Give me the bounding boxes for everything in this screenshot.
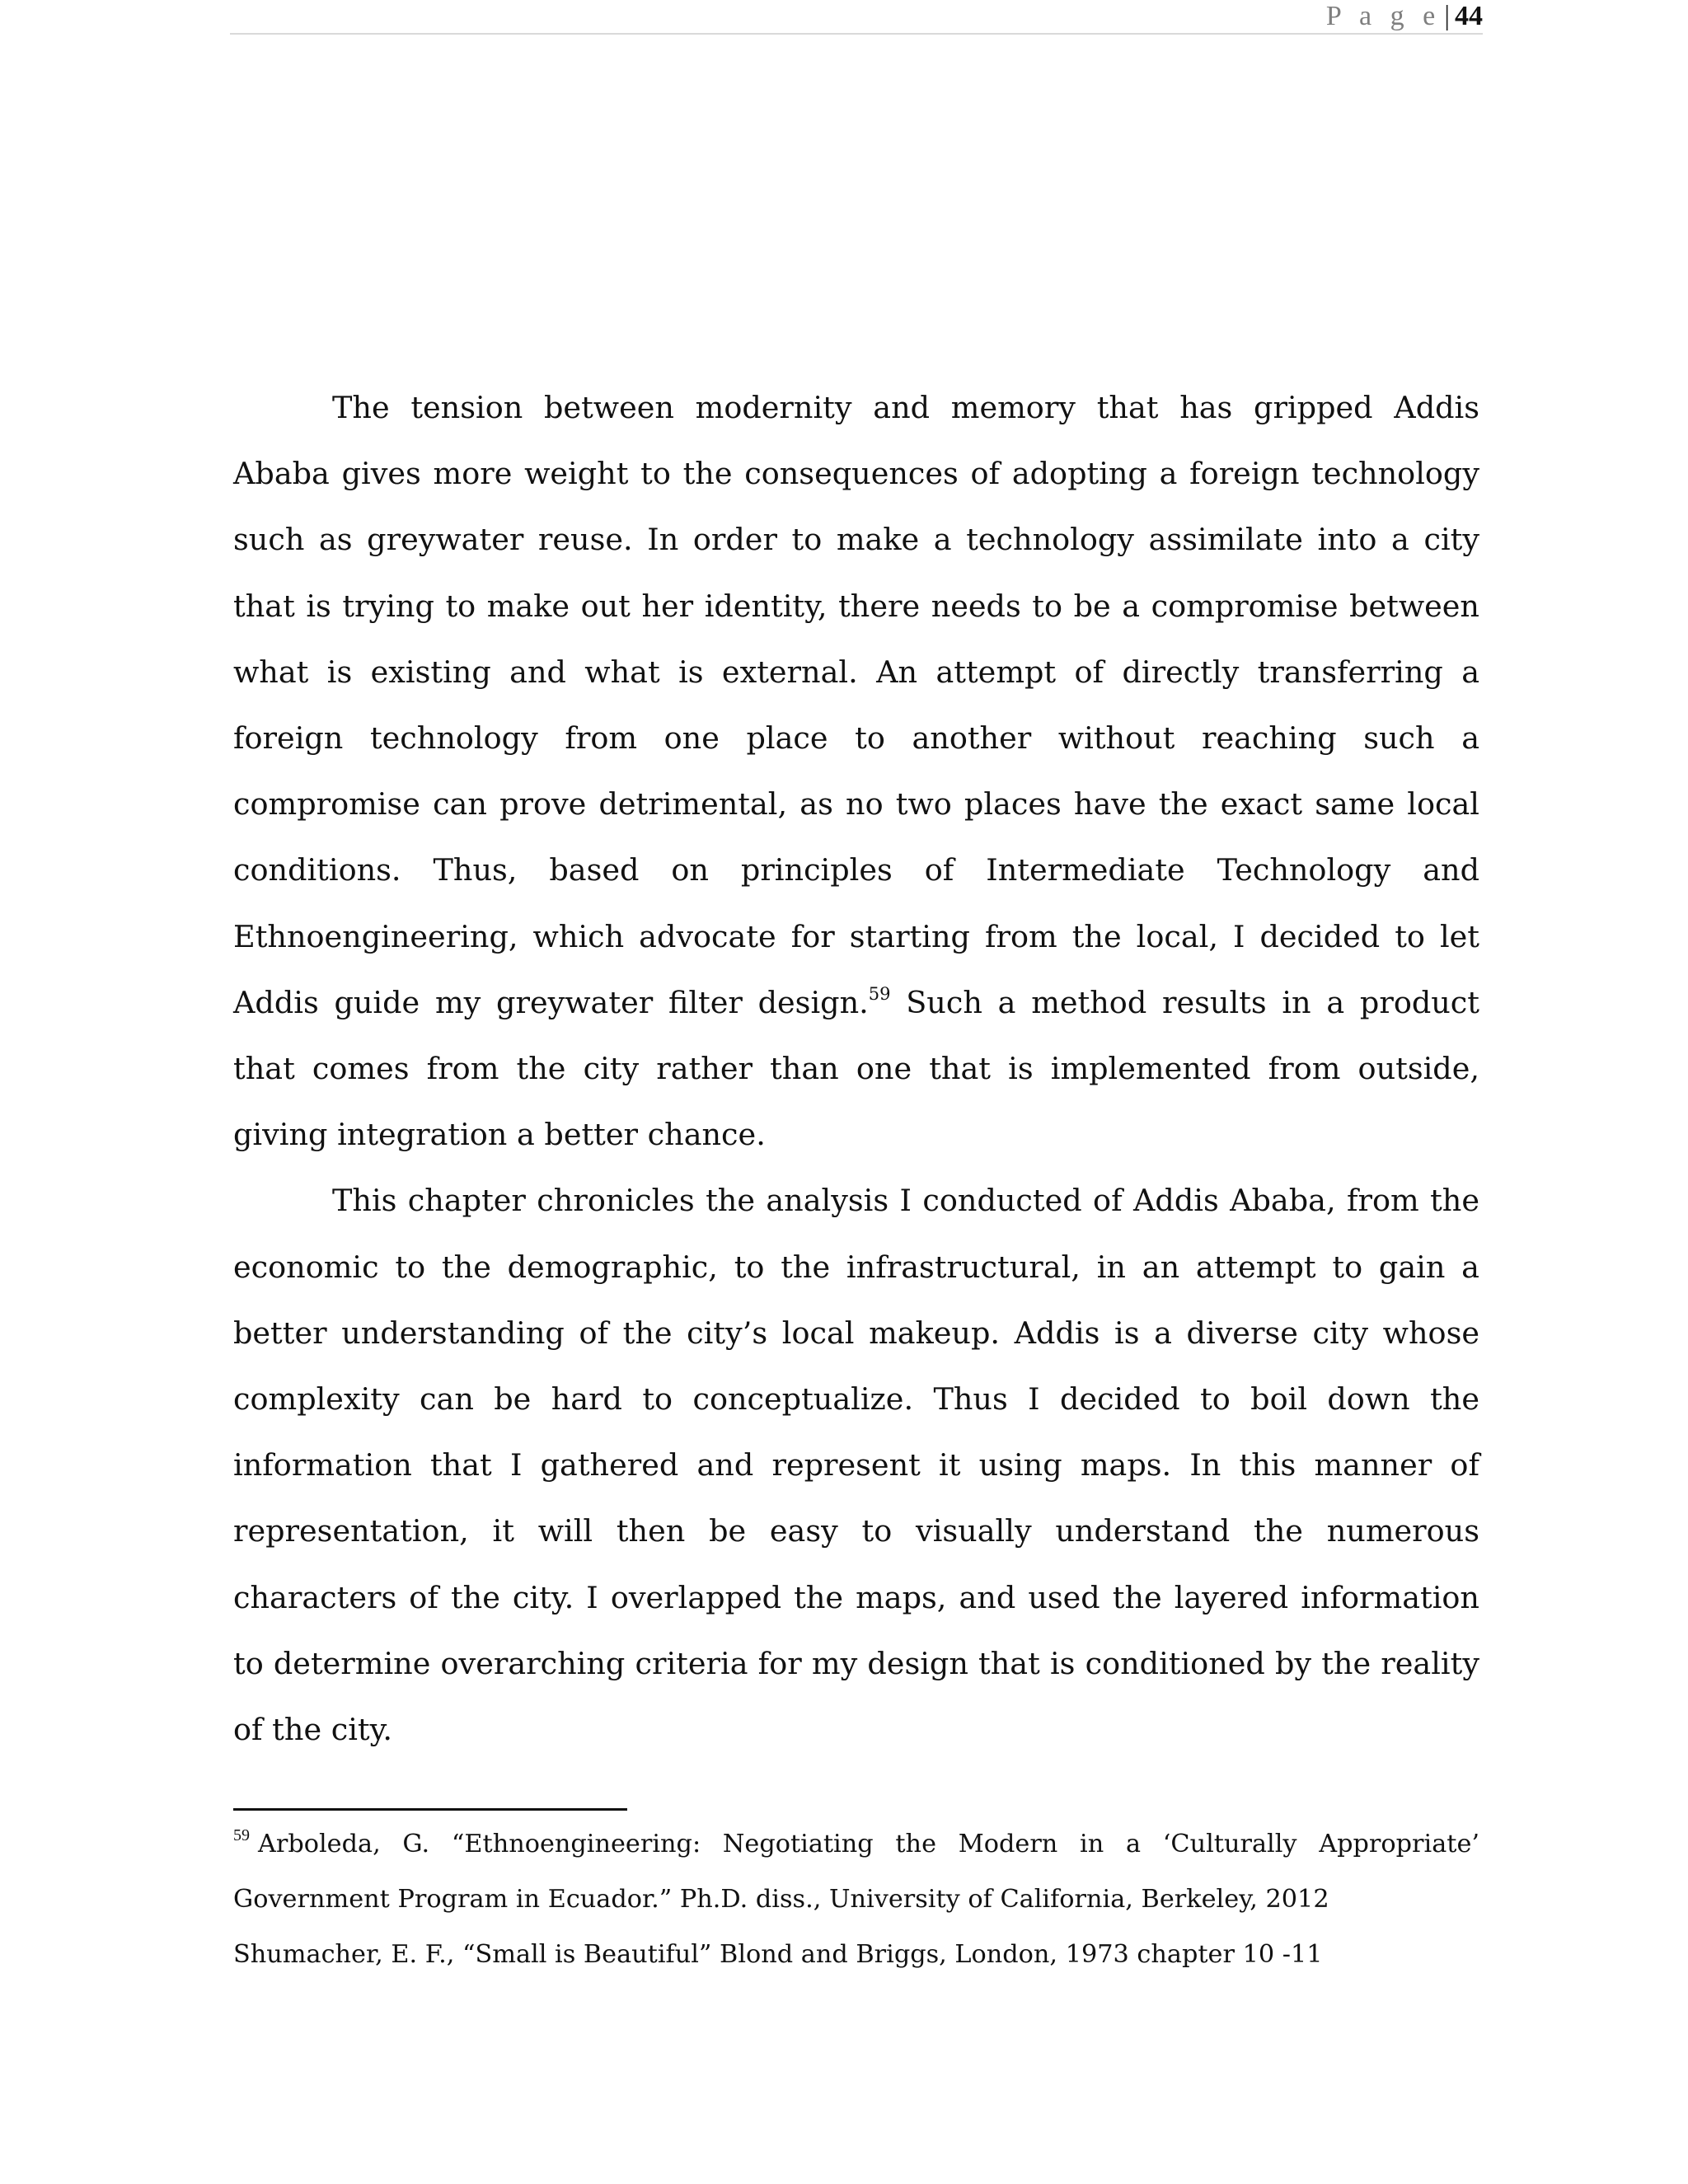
paragraph-1-text-b: Such a method results in a product that comes from the city rather than one that is implemented from outside, giving integration a better chance. <box>233 984 1479 1153</box>
body-text <box>233 375 1479 1763</box>
page-header <box>230 0 1483 35</box>
footnote-separator <box>233 1808 627 1811</box>
page-separator: | <box>1444 1 1450 31</box>
page-word: P a g e <box>1325 1 1442 31</box>
footnotes-section <box>233 1816 1479 1982</box>
footnote-reference[interactable]: 59 <box>868 983 891 1004</box>
paragraph-1 <box>233 375 1479 1168</box>
footnote-59-text: Arboleda, G. “Ethnoengineering: Negotiating the Modern in a ‘Culturally Appropriate’ Government Program in Ecuador.” Ph.D. diss., University of California, Berkeley, 2012 <box>233 1830 1479 1914</box>
page-number-label <box>1326 0 1483 33</box>
footnote-59 <box>233 1816 1479 1927</box>
page-number: 44 <box>1455 1 1483 31</box>
paragraph-2: This chapter chronicles the analysis I conducted of Addis Ababa, from the economic to the demographic, to the infrastructural, in an attempt to gain a better understanding of the city’s local makeup. Addis is a diverse city whose complexity can be hard to conceptualize. Thus I decided to boil down the information that I gathered and represent it using maps. In this manner of representation, it will then be easy to visually understand the numerous characters of the city. I overlapped the maps, and used the layered information to determine overarching criteria for my design that is conditioned by the reality of the city. <box>233 1183 1479 1748</box>
footnote-additional-citation: Shumacher, E. F., “Small is Beautiful” Blond and Briggs, London, 1973 chapter 10 -11 <box>233 1940 1323 1969</box>
paragraph-1-text-a: The tension between modernity and memory that has gripped Addis Ababa gives more weight to the consequences of adopting a foreign technology such as greywater reuse. In order to make a technology assimilate into a city that is trying to make out her identity, there needs to be a compromise between what is existing and what is external. An attempt of directly transferring a foreign technology from one place to another without reaching such a compromise can prove detrimental, as no two places have the exact same local conditions. Thus, based on principles of Intermediate Technology and Ethnoengineering, which advocate for starting from the local, I decided to let Addis guide my greywater filter design. <box>233 390 1479 1020</box>
footnote-mark: 59 <box>233 1826 250 1844</box>
